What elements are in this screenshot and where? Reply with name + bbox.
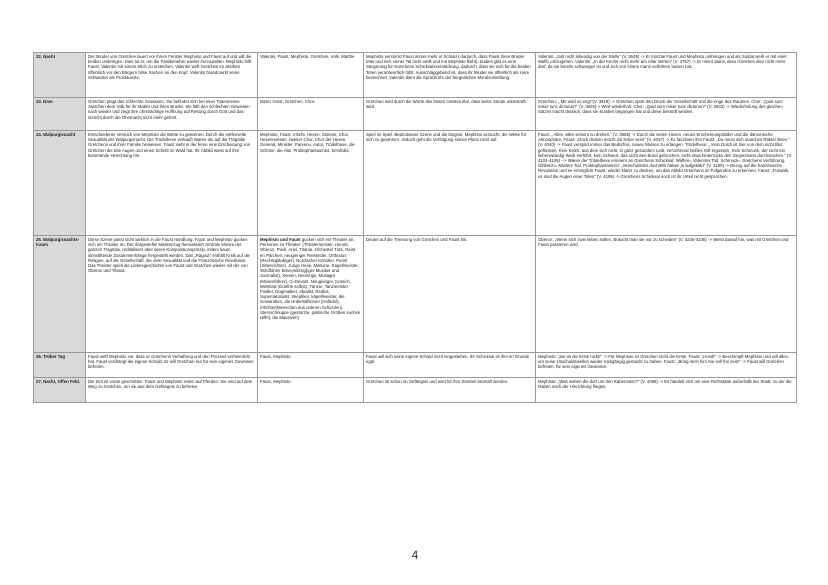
scene-title: 23. Dom <box>34 98 86 131</box>
scene-title: 27. Nacht, Offen Feld. <box>34 378 86 403</box>
scene-title: 26. Trüber Tag <box>34 353 86 378</box>
scene-quotes: Gretchen: „ Mir wird so eng!“(V. 3818) -> Gretchen spürt den Druck der Gesellschaft und die enge des Raumes. Chor: „Quid sum miser tunc dicturus?“ (V. 3825)-> Wird wiederholt. Chor: „Quid sum miser tunc dicturus?“ (V. 3833) -> Wiederholung des gleichen Satzes macht deutlich, dass sie Sünden begangen hat und diese bestraft werden. <box>536 98 797 131</box>
table-row <box>34 353 797 378</box>
scene-figures: Böser Geist, Gretchen, Chor. <box>258 98 364 131</box>
scene-meaning: Gretchen ist schon im Gefängnis und wird für ihre Sünden bestraft werden. <box>364 378 536 403</box>
scene-meaning: Spiel im Spiel. Bedeutsame Szene und die längste. Mephisto versucht, die Wette für sich zu gewinnen. Jedoch geht die Verfolgung seines Plans nicht auf. <box>364 131 536 236</box>
scene-figures: Faust, Mephisto <box>258 378 364 403</box>
scene-title: 25. Walpurgisnachts-traum <box>34 236 86 353</box>
scene-meaning: Deutet auf die Trennung von Gretchen und Faust hin. <box>364 236 536 353</box>
scene-figures: Mephisto, Faust, Irrlicht, Hexen, Stimme, Chor, Hexenmeister, zweiter Chor, Chor der Hexen, General, Minister, Parvenu, Autor, Trödelhexe, die Schöne, die Alte, Proktophantasmist, Servibilis, <box>258 131 364 236</box>
scene-figures: Valentin, Faust, Mephisto, Gretchen, Volk, Marthe <box>258 53 364 98</box>
scene-quotes: Mephisto: „Was weben die dort um den Rabenstein?“ (V. 4398) -> Es handelt sich um eine Richtstätte außerhalb der Stadt, zu der die Raben nach der Hinrichtung fliegen. <box>536 378 797 403</box>
page-number: 4 <box>411 548 419 562</box>
figures-bold-lead: Mephisto und Faust <box>260 237 301 242</box>
scene-content: Der Bruder von Gretchen lauert vor ihrem Fenster Mephisto und Faust auf und will die beiden umbringen. Dies tut er, um die Familienehre wieder herzustellen. Mephisto hilft Faust, Valentin mit einem Stich zu erstechen. Valentin wirft Gretchen im Sterben öffentlich vor den Bürgern bitse Sachen an den Kopf. Valentin brandmarkt seine Schwester als Prostituierte. <box>86 53 258 98</box>
scene-title: 22. Nacht <box>34 53 86 98</box>
table-row <box>34 53 797 98</box>
scene-content: Entschiedener Versuch von Mephisto die Wette zu gewinnen. Durch die entfesselte Sexualität der Walpurgisnacht. Die Trödelhexe verkauft Waren die auf die Tragödie Gretchens und ihrer Familie hinweisen. Faust sieht in der ferne eine Erscheinung von Gretchen die tote Augen und einen Schnitt im Wald hat. Ihr Abbild weist auf ihre kommende Hinrichtung hin. <box>86 131 258 236</box>
scene-title: 24. Walpurgisnacht <box>34 131 86 236</box>
scene-meaning: Mephisto verstrickt Faust immer mehr in Schuld ( dadurch, dass Faust ihren Bruder tötet und sich seiner Tat nicht stellt und mit Mephisto flieht). Zudem gibt es eine Steigerung für Gretchens Schicksalsverstrickung, dadurch, dass sie sich für die beiden Toten verantwortlich fühlt. Ausschlaggebend ist, dass ihr Bruder sie öffentlich als Hure bezeichnet. Valentin dient als Sprachrohr der bürgerlichen Moralvorstellung. <box>364 53 536 98</box>
scene-content: Faust wirft Mephisto vor, dass er Gretchens Verhaftung und den Prozess verheimlicht hat. Faust verdrängt die eigene Schuld. Er will Gretchen nur für sein eigenes Gewissen befreien. <box>86 353 258 378</box>
scene-content: Die Zeit ist voran geschritten. Faust und Mephisto reiten auf Pferden. Sie sind auf dem Weg zu Gretchen, um sie aus dem Gefängnis zu befreien. <box>86 378 258 403</box>
table-row <box>34 378 797 403</box>
table-row <box>34 236 797 353</box>
scene-quotes: Oberon: „Wenn sich zwei lieben sollen, Braucht man sie nur zu scheiden“ (V. 4245-4246) -> Weist darauf hin, was mit Gretchen und Faust passieren wird. <box>536 236 797 353</box>
table-row <box>34 131 797 236</box>
scene-table <box>33 52 797 403</box>
scene-quotes: Valentin: „Soll nicht lebendig von der Stelle“ (V. 3649) -> Er möchte Faust und Mephisto umbringen und als Soldat weiß er mit einer Waffe umzugehen. Valentin: „In der Kirche nicht mehr am Altar stehen“ (V. 3757) -> Er meint damit, dass Gretchen dies nicht mehr darf, da sie bereits schwanger ist und sich von einem mann verführen lassen hat. <box>536 53 797 98</box>
figures-text: gucken sich ein Theater an. Personen im Theater: (Theatermeister, Herold, Oberon, Puck, Ariel, Titania, Orchester Tutti, Geist, en Pärchen, neugieriger Reisender, Orthodox (Rechtsgläubiger), Nordischer Künstler, Purist (Sittenrichter), Junge Hexe, Matrone, Kapellmeister, Windfahne Böse(witzzig)iger Musiker und Journalist), Xenien, Hennings, Musaget (Musenführer), Ci-Devant, Neugieriger, Kranich, Weltkind (Goethe selbst), Tänzer, Tanzmeister, Fiedler, Dogmatiker, Idealist, Realist, Supernaturalist, Skeptiker, kapellmeister, die Gewandten, die Unbehülflichen (Hofadel), Irrlichter(Menschen aus unteren Schichten), Sternschnuppe (gestürzte, politische Größen suchen Hilfe), die Massiven) <box>260 237 361 321</box>
scene-content: Gretchen plagt das schlechte Gewissen. Sie befindet sich bei einer Totenmesse zwischen dem Volk für ihr Mutter und ihren Bruder. Sie fällt den schlechten Gewissen nach wieder und zeigt ihre ohnmächtige Hoffnung auf Rettung durch Gott und das Gericht durch die Ohnmacht nicht mehr gehört. <box>86 98 258 131</box>
scene-figures: Faust, Mephisto <box>258 353 364 378</box>
scene-figures <box>258 236 364 353</box>
scene-content: Diese Szene passt nicht wirklich in die Faust Handlung. Faust und Mephisto gucken sich ein Theater an. Der dargestellte Maskenzug thematisiert zentrale Motive der ganzen Tragödie, reditalisiert aber deren Kompositionsprinzip, indem kaum sinnstiftende Zusammenhänge hergestellt werden. Das „Ragout“ enthält Kritik auf die Religion, auf die Gesellschaft, die viele Sexualität und die Französische Revolution. Das Theater spielt die Liebesgeschichte von Faust und Gretchen wieder mit der von Oberon und Titania. <box>86 236 258 353</box>
scene-meaning: Faust will sich seine eigene Schuld nicht eingestehen. Ihr Schicksal ist ihm im Grunde egal. <box>364 353 536 378</box>
scene-meaning: Gretchen wird durch die Worte des bösen Geistes klar, dass keine Sünde unbestraft wird. <box>364 98 536 131</box>
scene-quotes: Mephisto: „Sie ist die Erste nicht!“ -> Für Mephisto ist Gretchen nicht die Erste. Faust: „Hund!“ -> Beschimpft Mephisto und will alles, um seine Unschuldswellen wieder rückgängig gemacht zu haben. Faust: „Bring mich hin! Sie soll frei sein!“ -> Faust will Gretchen befreien, für sein eigenes Gewissen. <box>536 353 797 378</box>
table-row <box>34 98 797 131</box>
scene-quotes: Faust: „ Alles, alles scheint zu drehen.“ (V. 3908) -> Durch die vielen Hexen, neuen Erscheinungsbilder und die dämonische Atmosphäre. Faust: „Doch droben möcht ich lieber sein!“ (V. 4037) -> Es fasziniert ihn! Faust: „Du muss sich manches Rätsel lösen.“ (V. 4040) -> Faust verspürt immer das Bedürfnis, neues Wissen zu erlangen. Trödelhexe: „ Kein Dolch ist hier von dem nicht Blut geflossen, Kein Kelch, aus dem sich nicht, in ganz gesundem Leib, Verzehrend heißes Gift ergossen, Kein Schmuck, der nicht ein liebenswürdig Weib Verführt, kein Schwert, das nicht den Bund gebrochen, nicht etwa hinterrücks den Gegenmann durchstochen.“ (V. 4104-4109) --> Waren der Trödelhexe erinnern an Gretchens Schicksal: Waffen= Valentins Tod, Schmuck= Gretchens Verführung, Giftkelch= Mutters Tod. Proktophantasmist: „Verschwindet doch!Wir haben ja aufgeklärt“ (V. 4159) -> Bezug auf die französische Revolution und es ermöglicht Faust, wieder klarer zu denken, um das Abbild Gretchens im Folgenden zu erkennen. Faust: „Fürwahr, es sind die Augen einer Toten“ (V. 4195) -> Gretchens Schicksal noch ist ihr Urteil nicht gesprochen. <box>536 131 797 236</box>
